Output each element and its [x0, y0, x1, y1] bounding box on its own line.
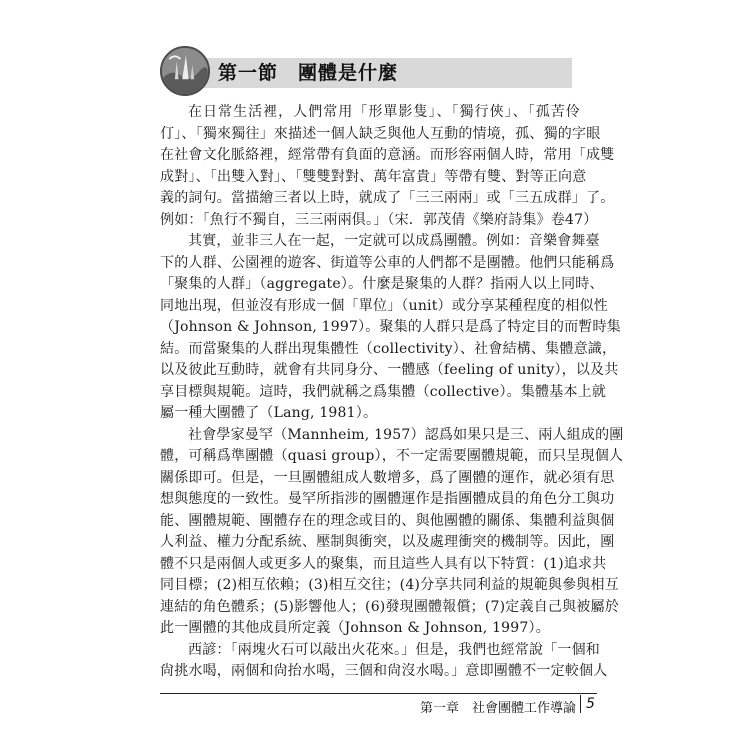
body-line: 成對」、「出雙入對」、「雙雙對對、萬年富貴」等帶有雙、對等正向意: [160, 168, 587, 185]
body-line: 以及彼此互動時，就會有共同身分、一體感（feeling of unity），以及共: [160, 362, 619, 378]
body-line: 仃」、「獨來獨往」來描述一個人缺乏與他人互動的情境，孤、獨的字眼: [160, 125, 601, 142]
body-line: 能、團體規範、團體存在的理念或目的、與他團體的關係、集體利益與個: [160, 512, 615, 529]
landscape-emblem-icon: [160, 46, 210, 96]
body-line: 想與態度的一致性。曼罕所指涉的團體運作是指團體成員的角色分工與功: [160, 491, 615, 507]
body-line: 人利益、權力分配系統、壓制與衝突，以及處理衝突的機制等。因此，團: [160, 534, 615, 550]
body-line: 體不只是兩個人或更多人的聚集，而且這些人具有以下特質：(1)追求共: [160, 555, 607, 572]
body-line: 西諺：「兩塊火石可以敲出火花來。」但是，我們也經常說「一個和: [188, 641, 600, 658]
page-number: 5: [586, 696, 595, 712]
body-line: 體，可稱爲準團體（quasi group），不一定需要團體規範，而只呈現個人: [160, 448, 624, 464]
body-line: 關係即可。但是，一旦團體組成人數增多，爲了團體的運作，就必須有思: [160, 469, 615, 486]
section-heading: 第一節 團體是什麼: [218, 62, 399, 84]
body-line: 例如：「魚行不獨自，三三兩兩俱。」（宋．郭茂倩《樂府詩集》卷47）: [160, 211, 598, 228]
body-line: 「聚集的人群」（aggregate）。什麼是聚集的人群？指兩人以上同時、: [160, 276, 604, 292]
footer-rule: [160, 693, 597, 694]
body-text: [160, 102, 624, 683]
body-line: （Johnson & Johnson, 1997）。聚集的人群只是爲了特定目的而暫時集: [160, 319, 621, 335]
footer-divider: [580, 695, 581, 713]
body-line: 連結的角色體系；(5)影響他人；(6)發現團體報償；(7)定義自己與被屬於: [160, 598, 619, 615]
body-line: 屬一種大團體了（Lang, 1981）。: [160, 405, 378, 421]
body-line: 同地出現，但並沒有形成一個「單位」（unit）或分享某種程度的相似性: [160, 297, 608, 314]
body-line: 社會學家曼罕（Mannheim, 1957）認爲如果只是三、兩人組成的團: [188, 426, 624, 443]
body-line: 結。而當聚集的人群出現集體性（collectivity）、社會結構、集體意識，: [160, 340, 617, 357]
body-line: 此一團體的其他成員所定義（Johnson & Johnson, 1997）。: [160, 620, 550, 636]
body-line: 在日常生活裡，人們常用「形單影隻」、「獨行俠」、「孤苦伶: [188, 104, 580, 120]
body-line: 下的人群、公園裡的遊客、街道等公車的人們都不是團體。他們只能稱爲: [160, 254, 615, 271]
body-line: 義的詞句。當描繪三者以上時，就成了「三三兩兩」或「三五成群」了。: [160, 190, 615, 206]
body-line: 同目標；(2)相互依賴；(3)相互交往；(4)分享共同利益的規範與參與相互: [160, 577, 619, 593]
body-line: 在社會文化脈絡裡，經常帶有負面的意涵。而形容兩個人時，常用「成雙: [160, 147, 615, 163]
running-footer-chapter-title: 第一章 社會團體工作導論: [419, 701, 576, 716]
body-line: 享目標與規範。這時，我們就稱之爲集體（collective）。集體基本上就: [160, 383, 607, 400]
body-line: 尙挑水喝，兩個和尙抬水喝，三個和尙沒水喝。」意即團體不一定較個人: [160, 663, 608, 679]
body-line: 其實，並非三人在一起，一定就可以成爲團體。例如：音樂會舞臺: [188, 233, 600, 249]
